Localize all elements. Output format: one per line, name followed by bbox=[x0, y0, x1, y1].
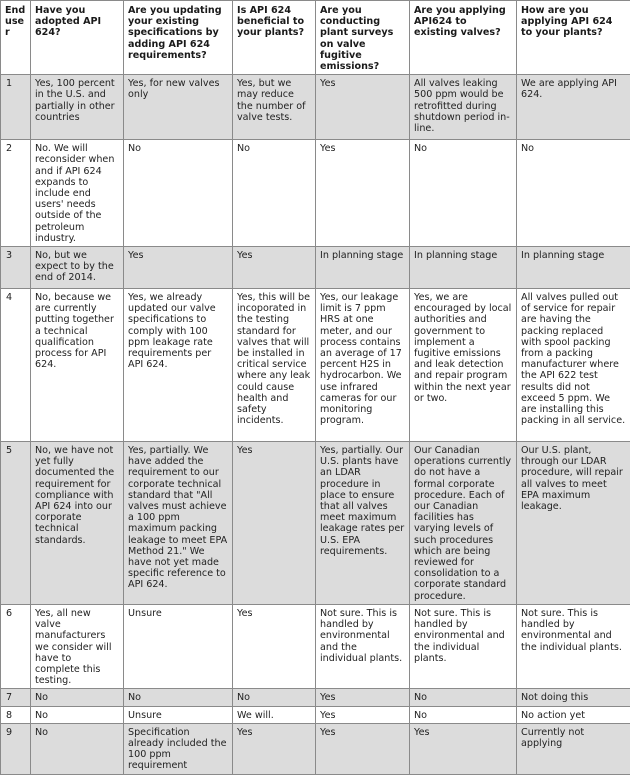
cell-end-user: 5 bbox=[1, 442, 31, 605]
cell-updating-specs: Yes, partially. We have added the requirement to our corporate technical standard that "All valves must achieve a 100 ppm maximum packing leakage to meet EPA Method 21." We have not yet made specific reference to API 624. bbox=[124, 442, 233, 605]
table-row bbox=[1, 140, 630, 247]
header-adopted: Have you adopted API 624? bbox=[31, 1, 124, 75]
cell-plant-surveys: Yes, partially. Our U.S. plants have an LDAR procedure in place to ensure that all valves meet maximum leakage rates per U.S. EPA requirements. bbox=[316, 442, 410, 605]
cell-end-user: 3 bbox=[1, 247, 31, 289]
cell-end-user: 2 bbox=[1, 140, 31, 247]
cell-end-user: 6 bbox=[1, 604, 31, 688]
cell-existing-valves: Yes, we are encouraged by local authorities and government to implement a fugitive emissions and leak detection and repair program within the next year or two. bbox=[410, 289, 517, 442]
header-updating-specs: Are you updating your existing specifications by adding API 624 requirements? bbox=[124, 1, 233, 75]
cell-beneficial: No bbox=[233, 689, 316, 706]
cell-existing-valves: All valves leaking 500 ppm would be retrofitted during shutdown period in-line. bbox=[410, 75, 517, 140]
cell-existing-valves: No bbox=[410, 706, 517, 723]
cell-adopted: No, we have not yet fully documented the requirement for compliance with API 624 into our corporate technical standards. bbox=[31, 442, 124, 605]
cell-adopted: No. We will reconsider when and if API 624 expands to include end users' needs outside of the petroleum industry. bbox=[31, 140, 124, 247]
cell-updating-specs: Yes, for new valves only bbox=[124, 75, 233, 140]
cell-updating-specs: Specification already included the 100 ppm requirement bbox=[124, 723, 233, 774]
cell-updating-specs: Yes, we already updated our valve specifications to comply with 100 ppm leakage rate requirements per API 624. bbox=[124, 289, 233, 442]
cell-plant-surveys: Yes bbox=[316, 706, 410, 723]
cell-updating-specs: No bbox=[124, 140, 233, 247]
cell-updating-specs: No bbox=[124, 689, 233, 706]
cell-how-applying: In planning stage bbox=[517, 247, 630, 289]
header-existing-valves: Are you applying API624 to existing valves? bbox=[410, 1, 517, 75]
cell-how-applying: No action yet bbox=[517, 706, 630, 723]
table-row bbox=[1, 442, 630, 605]
cell-adopted: No, because we are currently putting together a technical qualification process for API 624. bbox=[31, 289, 124, 442]
cell-beneficial: No bbox=[233, 140, 316, 247]
cell-plant-surveys: Yes bbox=[316, 689, 410, 706]
cell-how-applying: All valves pulled out of service for repair are having the packing replaced with spool packing from a packing manufacturer where the API 622 test results did not exceed 5 ppm. We are installing this packing in all service. bbox=[517, 289, 630, 442]
cell-existing-valves: In planning stage bbox=[410, 247, 517, 289]
cell-plant-surveys: Yes bbox=[316, 75, 410, 140]
table-row bbox=[1, 247, 630, 289]
cell-adopted: No bbox=[31, 723, 124, 774]
cell-existing-valves: Yes bbox=[410, 723, 517, 774]
cell-beneficial: Yes, but we may reduce the number of valve tests. bbox=[233, 75, 316, 140]
cell-beneficial: Yes bbox=[233, 442, 316, 605]
cell-updating-specs: Unsure bbox=[124, 706, 233, 723]
cell-plant-surveys: Yes, our leakage limit is 7 ppm HRS at one meter, and our process contains an average of 17 percent H2S in hydrocarbon. We use infrared cameras for our monitoring program. bbox=[316, 289, 410, 442]
table-row bbox=[1, 689, 630, 706]
cell-end-user: 8 bbox=[1, 706, 31, 723]
table-row bbox=[1, 723, 630, 774]
table-row bbox=[1, 604, 630, 688]
cell-beneficial: Yes bbox=[233, 604, 316, 688]
cell-adopted: No bbox=[31, 706, 124, 723]
table-row bbox=[1, 289, 630, 442]
cell-adopted: Yes, all new valve manufacturers we consider will have to complete this testing. bbox=[31, 604, 124, 688]
cell-adopted: No, but we expect to by the end of 2014. bbox=[31, 247, 124, 289]
cell-updating-specs: Unsure bbox=[124, 604, 233, 688]
header-plant-surveys: Are you conducting plant surveys on valve fugitive emissions? bbox=[316, 1, 410, 75]
header-beneficial: Is API 624 beneficial to your plants? bbox=[233, 1, 316, 75]
header-row bbox=[1, 1, 630, 75]
cell-plant-surveys: Yes bbox=[316, 723, 410, 774]
cell-end-user: 7 bbox=[1, 689, 31, 706]
cell-end-user: 1 bbox=[1, 75, 31, 140]
cell-how-applying: Not doing this bbox=[517, 689, 630, 706]
table-row bbox=[1, 75, 630, 140]
cell-adopted: Yes, 100 percent in the U.S. and partially in other countries bbox=[31, 75, 124, 140]
cell-beneficial: We will. bbox=[233, 706, 316, 723]
header-end-user: End user bbox=[1, 1, 31, 75]
cell-how-applying: No bbox=[517, 140, 630, 247]
cell-how-applying: We are applying API 624. bbox=[517, 75, 630, 140]
cell-existing-valves: Not sure. This is handled by environmental and the individual plants. bbox=[410, 604, 517, 688]
cell-plant-surveys: Not sure. This is handled by environmental and the individual plants. bbox=[316, 604, 410, 688]
header-how-applying: How are you applying API 624 to your plants? bbox=[517, 1, 630, 75]
cell-existing-valves: No bbox=[410, 140, 517, 247]
cell-how-applying: Currently not applying bbox=[517, 723, 630, 774]
cell-existing-valves: No bbox=[410, 689, 517, 706]
cell-how-applying: Our U.S. plant, through our LDAR procedure, will repair all valves to meet EPA maximum leakage. bbox=[517, 442, 630, 605]
cell-beneficial: Yes bbox=[233, 723, 316, 774]
cell-end-user: 9 bbox=[1, 723, 31, 774]
cell-beneficial: Yes, this will be incoporated in the testing standard for valves that will be installed in critical service where any leak could cause health and safety incidents. bbox=[233, 289, 316, 442]
cell-adopted: No bbox=[31, 689, 124, 706]
cell-beneficial: Yes bbox=[233, 247, 316, 289]
cell-plant-surveys: In planning stage bbox=[316, 247, 410, 289]
cell-existing-valves: Our Canadian operations currently do not have a formal corporate procedure. Each of our Canadian facilities has varying levels of such procedures which are being reviewed for consolidation to a corporate standard procedure. bbox=[410, 442, 517, 605]
cell-plant-surveys: Yes bbox=[316, 140, 410, 247]
cell-how-applying: Not sure. This is handled by environmental and the individual plants. bbox=[517, 604, 630, 688]
cell-updating-specs: Yes bbox=[124, 247, 233, 289]
cell-end-user: 4 bbox=[1, 289, 31, 442]
table-row bbox=[1, 706, 630, 723]
